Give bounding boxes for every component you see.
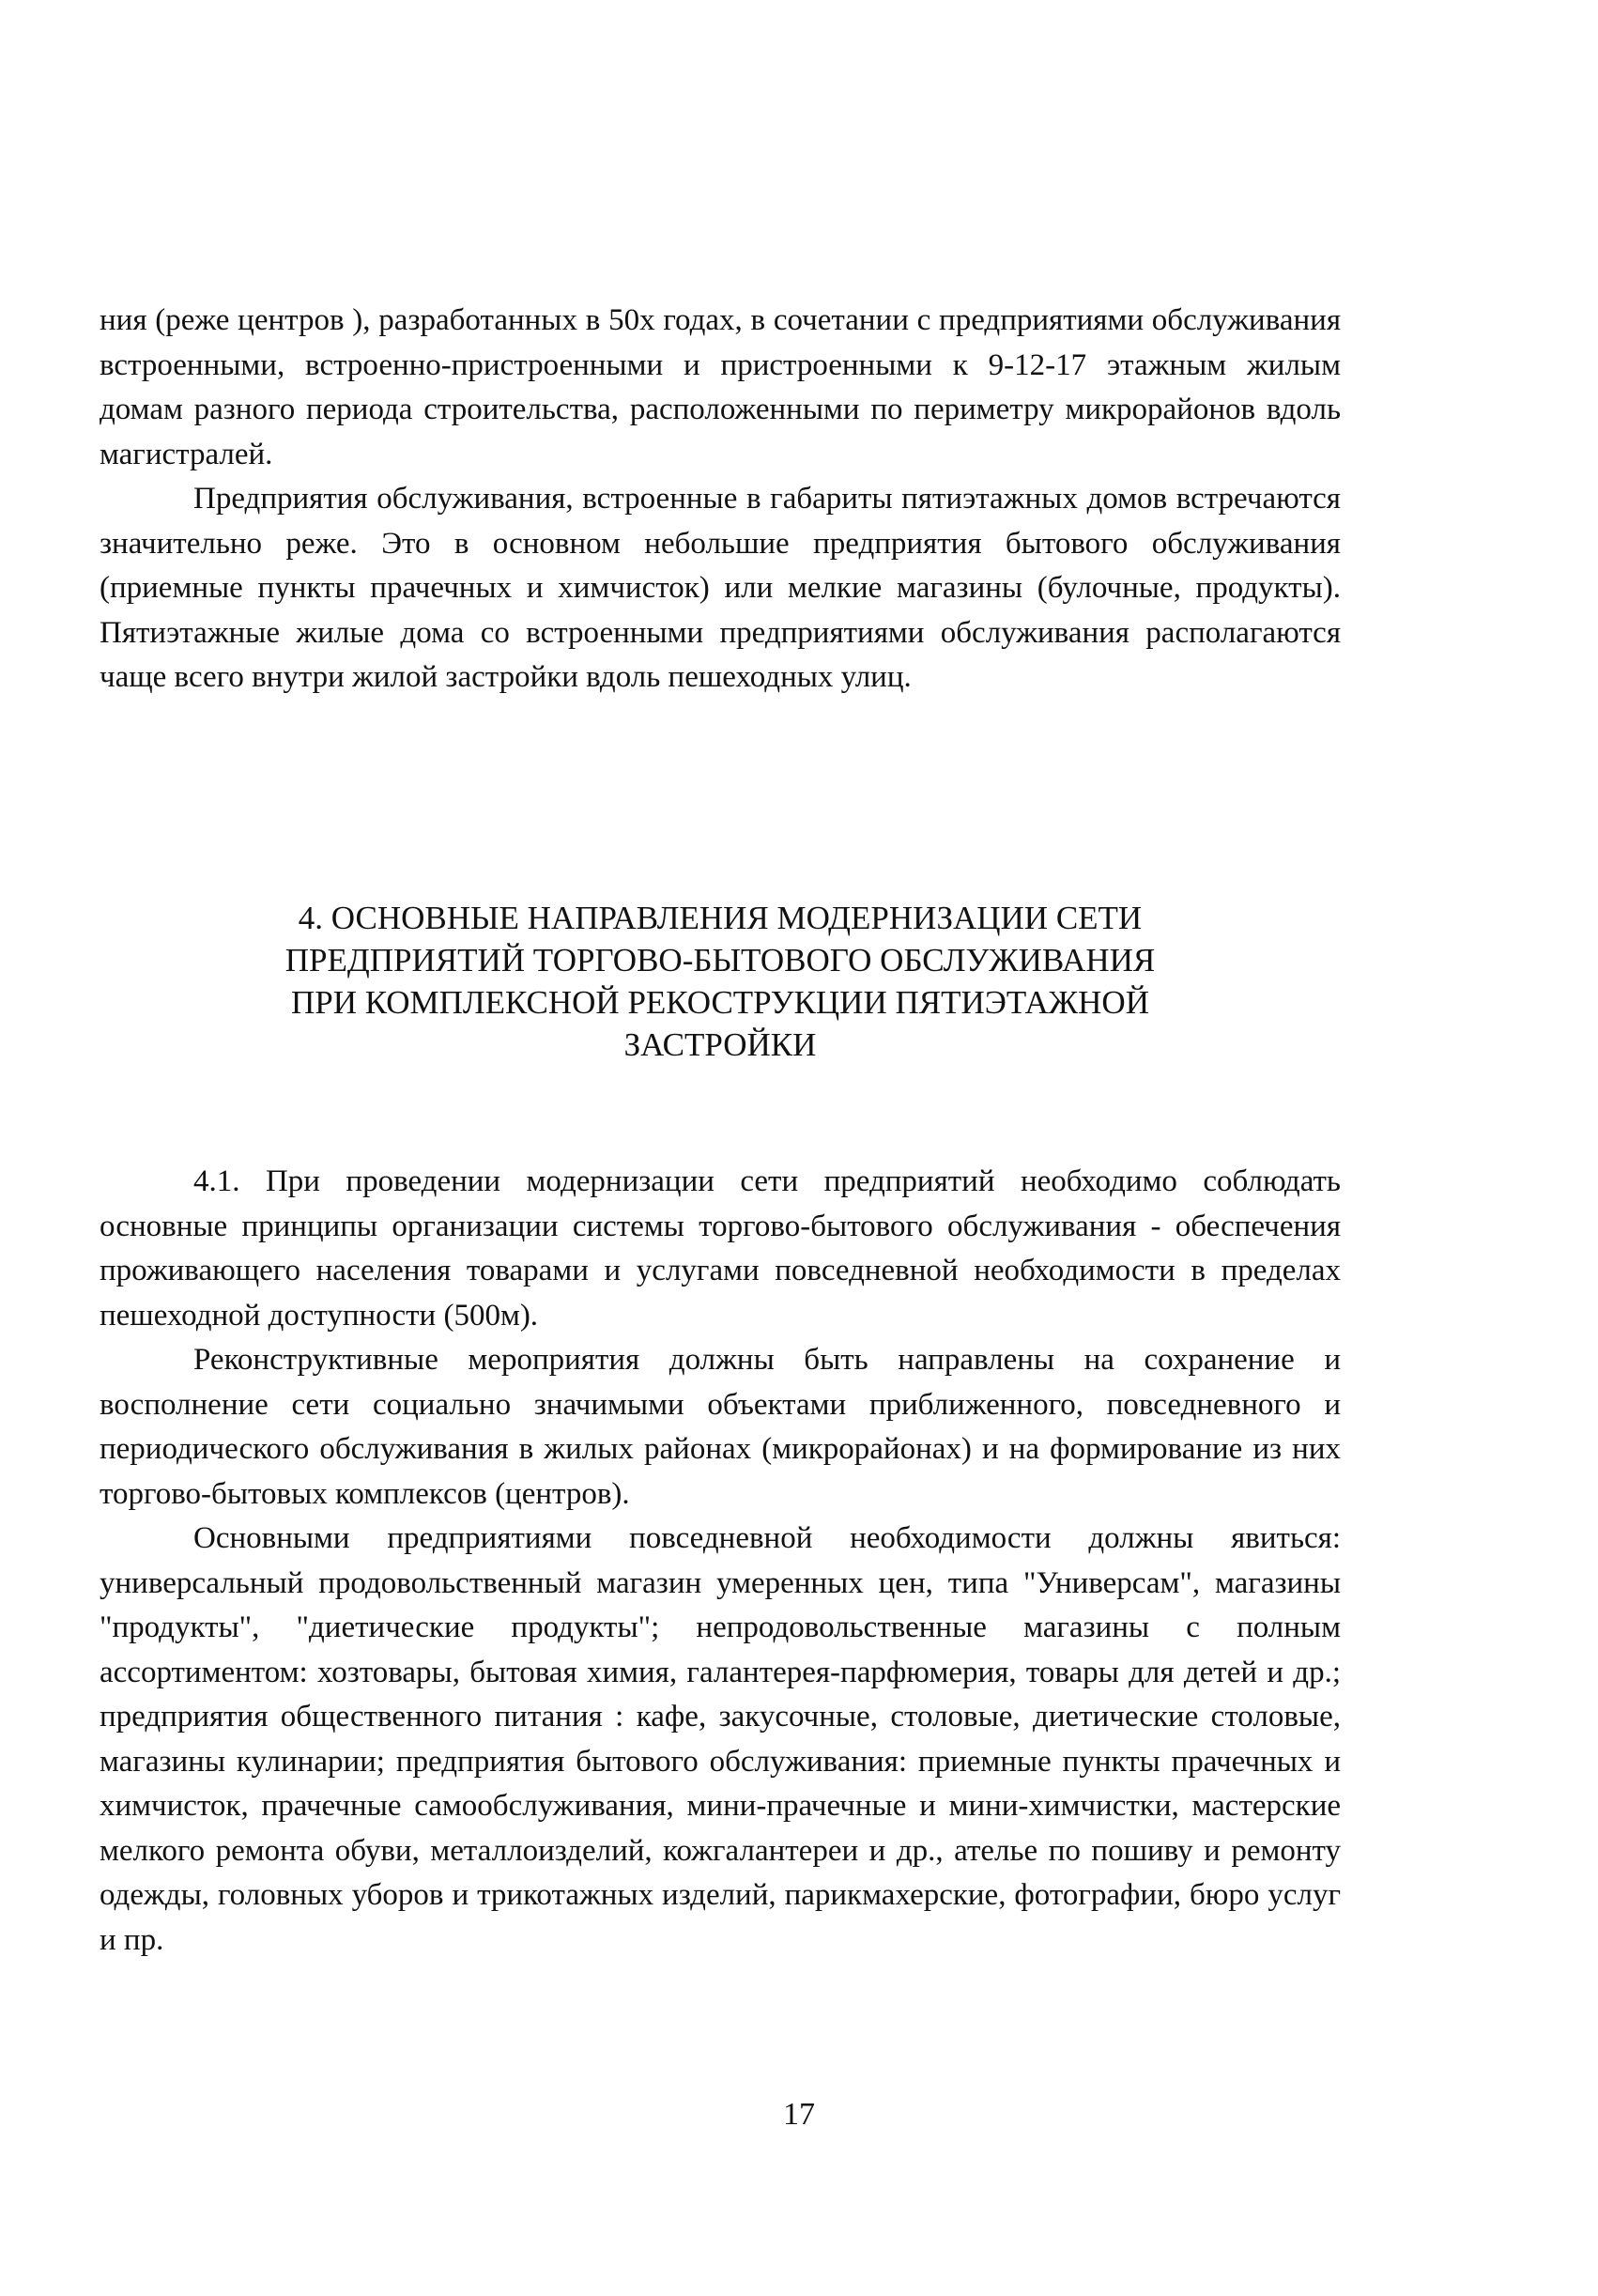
paragraph-4-1: 4.1. При проведении модернизации сети предприятий необходимо соблюдать основные принципы организации системы торгово-бытового обслуживания - обеспечения проживающего населения товарами и услугами повседневной необходимости в пределах пешеходной доступности (500м). <box>100 1164 1341 1333</box>
section-heading-line-2: ПРЕДПРИЯТИЙ ТОРГОВО-БЫТОВОГО ОБСЛУЖИВАНИЯ <box>284 942 1156 978</box>
paragraph-built-in-enterprises: Предприятия обслуживания, встроенные в габариты пятиэтажных домов встречаются значительно реже. Это в основном небольшие предприятия бытового обслуживания (приемные пункты прачечных и химчисток) или мелкие магазины (булочные, продукты). Пятиэтажные жилые дома со встроенными предприятиями обслуживания располагаются чаще всего внутри жилой застройки вдоль пешеходных улиц. <box>100 482 1341 694</box>
paragraph-daily-enterprises: Основными предприятиями повседневной необходимости должны явиться: универсальный продовольственный магазин умеренных цен, типа "Универсам", магазины "продукты", "диетические продукты"; непродовольственные магазины с полным ассортиментом: хозтовары, бытовая химия, галантерея-парфюмерия, товары для детей и др.; предприятия общественного питания : кафе, закусочные, столовые, диетические столовые, магазины кулинарии; предприятия бытового обслуживания: приемные пункты прачечных и химчисток, прачечные самообслуживания, мини-прачечные и мини-химчистки, мастерские мелкого ремонта обуви, металлоизделий, кожгалантереи и др., ателье по пошиву и ремонту одежды, головных уборов и трикотажных изделий, парикмахерские, фотографии, бюро услуг и пр. <box>100 1521 1341 1957</box>
section-heading-line-4: ЗАСТРОЙКИ <box>623 1026 817 1063</box>
section-heading <box>100 897 1341 1066</box>
section-heading-line-3: ПРИ КОМПЛЕКСНОЙ РЕКОСТРУКЦИИ ПЯТИЭТАЖНОЙ <box>291 984 1149 1021</box>
section-heading-line-1: 4. ОСНОВНЫЕ НАПРАВЛЕНИЯ МОДЕРНИЗАЦИИ СЕТИ <box>298 900 1143 936</box>
paragraph-reconstruction-measures: Реконструктивные мероприятия должны быть направлены на сохранение и восполнение сети социально значимыми объектами приближенного, повседневного и периодического обслуживания в жилых районах (микрорайонах) и на формирование из них торгово-бытовых комплексов (центров). <box>100 1343 1341 1511</box>
paragraph-continuation: ния (реже центров ), разработанных в 50х годах, в сочетании с предприятиями обслуживания встроенными, встроенно-пристроенными и пристроенными к 9-12-17 этажным жилым домам разного периода строительства, расположенными по периметру микрорайонов вдоль магистралей. <box>100 303 1341 471</box>
text-block-top <box>100 299 1341 701</box>
text-block-bottom <box>100 1160 1341 1963</box>
page-number: 17 <box>783 2097 815 2132</box>
